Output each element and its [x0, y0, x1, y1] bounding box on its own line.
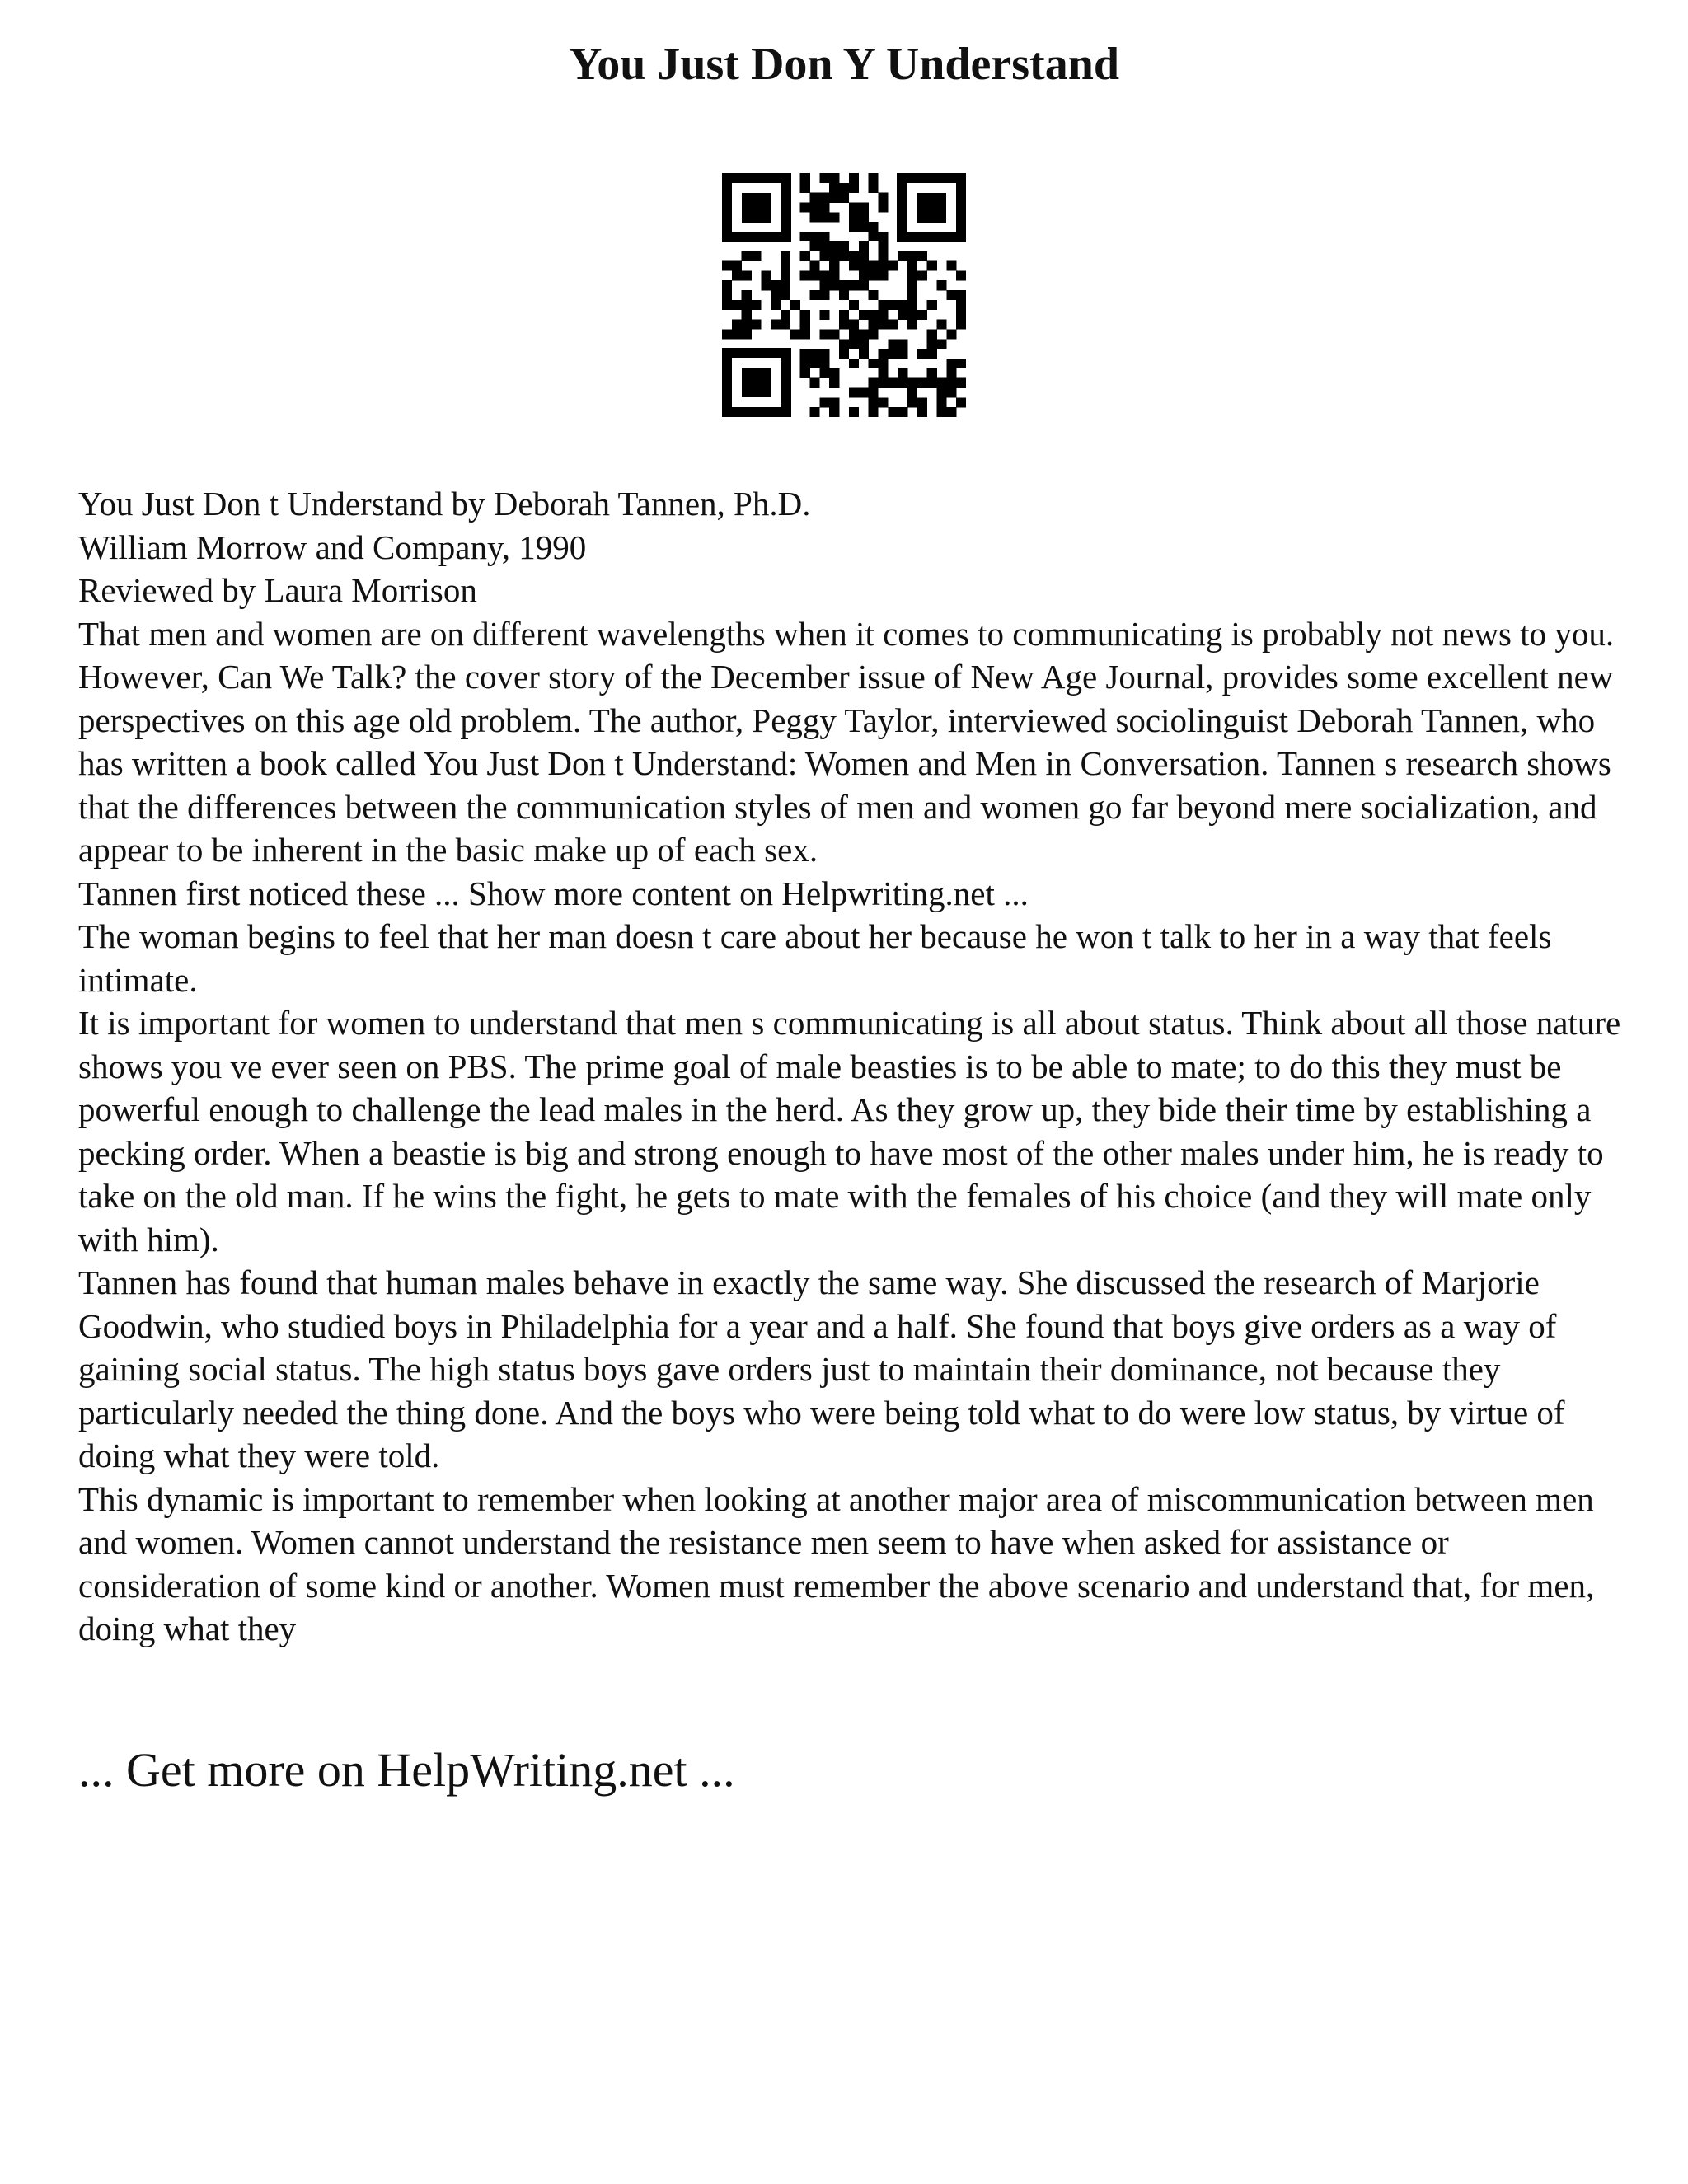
- document-body: [78, 482, 1628, 1651]
- paragraph: Tannen has found that human males behave in exactly the same way. She discussed the research of Marjorie Goodwin, who studied boys in Philadelphia for a year and a half. She found that boys give orders as a way of gaining social status. The high status boys gave orders just to maintain their dominance, not because they particularly needed the thing done. And the boys who were being told what to do were low status, by virtue of doing what they were told.: [78, 1263, 1565, 1474]
- qr-code-icon: [722, 173, 966, 417]
- paragraph: That men and women are on different wavelengths when it comes to communicating is probably not news to you. However, Can We Talk? the cover story of the December issue of New Age Journal, provides some excellent new perspectives on this age old problem. The author, Peggy Taylor, interviewed sociolinguist Deborah Tannen, who has written a book called You Just Don t Understand: Women and Men in Conversation. Tannen s research shows that the differences between the communication styles of men and women go far beyond mere socialization, and appear to be inherent in the basic make up of each sex.: [78, 614, 1615, 869]
- paragraph: You Just Don t Understand by Deborah Tannen, Ph.D.: [78, 485, 811, 523]
- paragraph: This dynamic is important to remember when looking at another major area of miscommunication between men and women. Women cannot understand the resistance men seem to have when asked for assistance or consideration of some kind or another. Women must remember the above scenario and understand that, for men, doing what they: [78, 1479, 1595, 1647]
- paragraph: It is important for women to understand that men s communicating is all about status. Think about all those nature shows you ve ever seen on PBS. The prime goal of male beasties is to be able to mate; to do this they must be powerful enough to challenge the lead males in the herd. As they grow up, they bide their time by establishing a pecking order. When a beastie is big and strong enough to have most of the other males under him, he is ready to take on the old man. If he wins the fight, he gets to mate with the females of his choice (and they will mate only with him).: [78, 1004, 1621, 1258]
- paragraph: The woman begins to feel that her man doesn t care about her because he won t talk to her in a way that feels intimate.: [78, 917, 1552, 999]
- paragraph: Tannen first noticed these ... Show more content on Helpwriting.net ...: [78, 874, 1029, 912]
- get-more-link[interactable]: ... Get more on HelpWriting.net ...: [78, 1743, 735, 1797]
- page-title: You Just Don Y Understand: [568, 39, 1119, 90]
- paragraph: William Morrow and Company, 1990: [78, 527, 587, 566]
- qr-finder-bottom-left: [722, 348, 791, 417]
- qr-finder-top-left: [722, 173, 791, 242]
- qr-finder-top-right: [897, 173, 966, 242]
- paragraph: Reviewed by Laura Morrison: [78, 571, 477, 609]
